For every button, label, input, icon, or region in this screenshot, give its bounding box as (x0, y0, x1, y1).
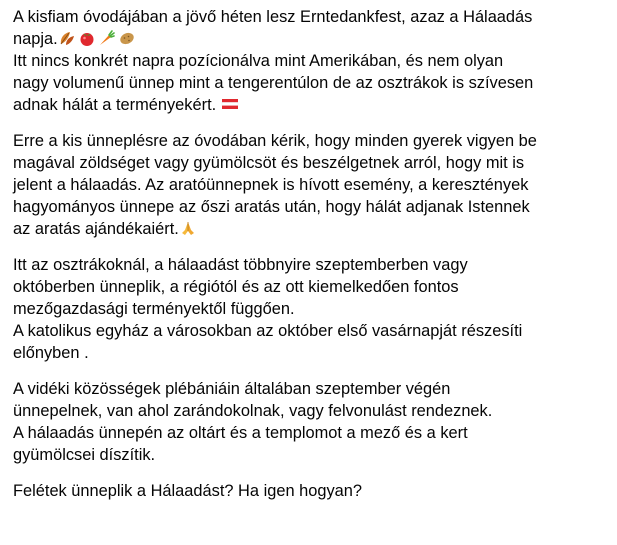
text-line (13, 400, 613, 422)
austria-flag-icon (221, 95, 239, 113)
tomato-icon (78, 29, 96, 47)
text-line (13, 6, 613, 28)
potato-icon (118, 29, 136, 47)
paragraph-4 (13, 378, 613, 466)
paragraph-1 (13, 6, 613, 116)
line-text: jelent a hálaadás. Az aratóünnepnek is hívott esemény, a keresztények (13, 176, 529, 194)
line-text: gyümölcsei díszítik. (13, 446, 156, 464)
text-line (13, 72, 613, 94)
line-text: hagyományos ünnepe az őszi aratás után, hogy hálát adjanak Istennek (13, 198, 530, 216)
paragraph-3 (13, 254, 613, 364)
post-body (13, 6, 613, 516)
line-text: A hálaadás ünnepén az oltárt és a templomot a mező és a kert (13, 424, 468, 442)
text-line (13, 298, 613, 320)
line-text: magával zöldséget vagy gyümölcsöt és beszélgetnek arról, hogy mit is (13, 154, 525, 172)
text-line (13, 444, 613, 466)
text-line (13, 94, 613, 116)
line-text: mezőgazdasági terményektől függően. (13, 300, 295, 318)
line-text: A vidéki közösségek plébániáin általában szeptember végén (13, 380, 451, 398)
line-text: ünnepelnek, van ahol zarándokolnak, vagy felvonulást rendeznek. (13, 402, 493, 420)
praying-hands-icon (179, 219, 197, 237)
line-text: A kisfiam óvodájában a jövő héten lesz Erntedankfest, azaz a Hálaadás (13, 8, 533, 26)
line-text: októberben ünneplik, a régiótól és az ott kiemelkedően fontos (13, 278, 459, 296)
line-text: az aratás ajándékaiért. (13, 220, 179, 238)
paragraph-5 (13, 480, 613, 502)
line-text: Itt nincs konkrét napra pozícionálva mint Amerikában, és nem olyan (13, 52, 504, 70)
text-line (13, 218, 613, 240)
line-text: Erre a kis ünneplésre az óvodában kérik, hogy minden gyerek vigyen be (13, 132, 537, 150)
text-line (13, 320, 613, 342)
line-text: Felétek ünneplik a Hálaadást? Ha igen hogyan? (13, 482, 362, 500)
text-line (13, 152, 613, 174)
autumn-leaves-icon (58, 29, 76, 47)
line-text: A katolikus egyház a városokban az október első vasárnapját részesíti (13, 322, 523, 340)
text-line (13, 276, 613, 298)
text-line (13, 50, 613, 72)
paragraph-2 (13, 130, 613, 240)
text-line (13, 480, 613, 502)
carrot-icon (98, 29, 116, 47)
text-line (13, 196, 613, 218)
text-line (13, 378, 613, 400)
text-line (13, 174, 613, 196)
line-text: nagy volumenű ünnep mint a tengerentúlon de az osztrákok is szívesen (13, 74, 534, 92)
text-line (13, 342, 613, 364)
line-text: Itt az osztrákoknál, a hálaadást többnyire szeptemberben vagy (13, 256, 468, 274)
line-text: előnyben . (13, 344, 89, 362)
line-text: adnak hálát a terményekért. (13, 96, 217, 114)
text-line (13, 422, 613, 444)
text-line (13, 130, 613, 152)
line-text: napja. (13, 30, 58, 48)
text-line (13, 28, 613, 50)
text-line (13, 254, 613, 276)
